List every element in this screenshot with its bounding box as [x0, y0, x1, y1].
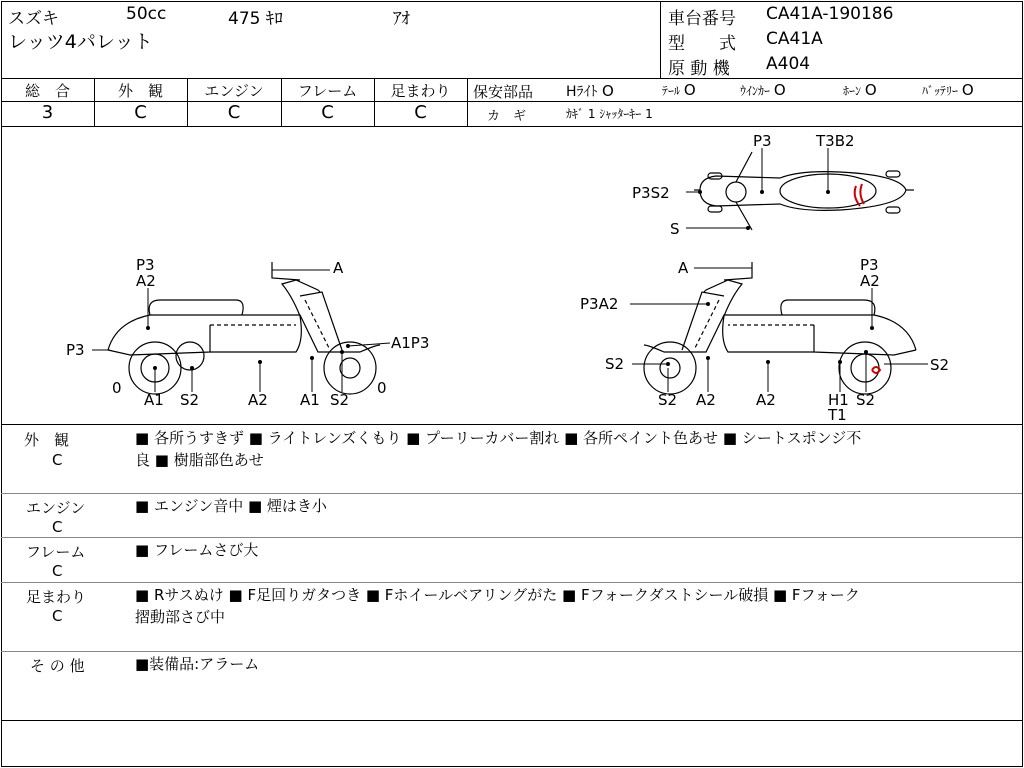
exterior-grade: C: [134, 102, 147, 123]
diagram-label: S: [670, 220, 680, 238]
notes-suspension-line: 摺動部さび中: [135, 608, 226, 626]
notes-engine-grade: C: [52, 518, 63, 536]
diagram-label: T1: [828, 406, 847, 424]
model-name: レッツ4パレット: [8, 31, 153, 53]
maker-name: スズキ: [8, 9, 59, 29]
check-mark: O: [961, 81, 974, 99]
safety-item-label: ﾎｰﾝ: [843, 84, 862, 98]
engine-model-label: 原 動 機: [668, 59, 730, 79]
diagram-bottom-rule: [1, 424, 1022, 425]
check-mark: O: [683, 81, 696, 99]
notes-other-line: ■装備品:アラーム: [135, 655, 260, 673]
key-label: カ ギ: [487, 109, 527, 124]
damage-diagram: [0, 126, 1024, 424]
diagram-label: 0: [377, 379, 387, 397]
diagram-label: P3: [753, 132, 772, 150]
notes-suspension-label: 足まわり: [26, 588, 87, 606]
diagram-label: S2: [658, 391, 678, 409]
diagram-label: A2: [136, 272, 156, 290]
type-value: CA41A: [766, 29, 823, 49]
diagram-label: P3: [136, 256, 155, 274]
diagram-label: A2: [756, 391, 776, 409]
mileage: 475 ｷﾛ: [228, 9, 283, 29]
notes-divider: [1, 537, 1022, 538]
diagram-label: S2: [330, 391, 350, 409]
safety-item-label: ｳｲﾝｶｰ: [740, 84, 771, 98]
notes-frame-line: ■ フレームさび大: [135, 541, 259, 559]
safety-parts-label: 保安部品: [473, 83, 534, 101]
diagram-label: S2: [180, 391, 200, 409]
diagram-label: P3A2: [580, 295, 619, 313]
notes-suspension-grade: C: [52, 607, 63, 625]
header-bottom-rule: [1, 78, 1022, 79]
notes-engine-line: ■ エンジン音中 ■ 煙はき小: [135, 497, 327, 515]
check-mark: O: [601, 82, 614, 100]
leader-lines: [92, 148, 928, 392]
notes-divider: [1, 582, 1022, 583]
frame-grade: C: [321, 102, 334, 123]
overall-value: 3: [41, 102, 54, 123]
safety-item-label: ﾃｰﾙ: [662, 84, 681, 98]
notes-suspension-line: ■ Rサスぬけ ■ F足回りガタつき ■ Fホイールベアリングがた ■ Fフォークダストシール破損 ■ Fフォーク: [135, 586, 860, 604]
safety-item: [662, 81, 696, 99]
check-mark: O: [864, 81, 877, 99]
frame-number-value: CA41A-190186: [766, 4, 894, 24]
engine-label: エンジン: [204, 82, 264, 100]
engine-grade: C: [227, 102, 241, 123]
frame-label: フレーム: [297, 82, 358, 100]
exterior-label: 外 観: [117, 82, 163, 100]
safety-mid-rule: [467, 101, 1022, 102]
diagram-label: A1P3: [391, 334, 430, 352]
overall-label: 総 合: [24, 82, 70, 100]
notes-exterior-line: 良 ■ 樹脂部色あせ: [135, 451, 264, 469]
diagram-label: A: [333, 259, 344, 277]
notes-other-label: そ の 他: [30, 657, 85, 675]
suspension-grade: C: [414, 102, 427, 123]
diagram-label: A: [678, 259, 689, 277]
safety-item-label: Hﾗｲﾄ: [566, 84, 598, 100]
displacement: 50cc: [126, 4, 167, 24]
safety-item: [740, 81, 786, 99]
diagram-label: S2: [605, 355, 625, 373]
key-value: ｶｷﾞ 1 ｼｬｯﾀｰｷｰ 1: [566, 107, 653, 121]
diagram-label: A2: [696, 391, 716, 409]
suspension-label: 足まわり: [390, 82, 451, 100]
diagram-label: P3S2: [632, 184, 670, 202]
diagram-label: S2: [856, 391, 876, 409]
notes-engine-label: エンジン: [26, 499, 86, 517]
diagram-label: P3: [860, 256, 879, 274]
diagram-label: S2: [930, 356, 950, 374]
safety-item: [566, 81, 614, 101]
engine-model-value: A404: [766, 54, 811, 74]
safety-item: [922, 81, 974, 99]
notes-exterior-label: 外 観: [24, 431, 70, 449]
diagram-label: A1: [144, 391, 164, 409]
notes-exterior-line: ■ 各所うすきず ■ ライトレンズくもり ■ プーリーカバー割れ ■ 各所ペイント色あせ ■ シートスポンジ不: [135, 429, 862, 447]
check-mark: O: [773, 81, 786, 99]
notes-exterior-grade: C: [52, 451, 63, 469]
notes-divider: [1, 493, 1022, 494]
diagram-label: A1: [300, 391, 320, 409]
header-divider: [660, 1, 661, 79]
notes-divider: [1, 651, 1022, 652]
diagram-label: T3B2: [816, 132, 855, 150]
diagram-label: 0: [112, 379, 122, 397]
diagram-label: P3: [66, 341, 85, 359]
notes-frame-grade: C: [52, 562, 63, 580]
body-color: ｱｵ: [393, 9, 410, 29]
notes-bottom-rule: [1, 720, 1022, 721]
grade-divider: [467, 78, 468, 126]
diagram-label: H1: [828, 391, 849, 409]
scooter-top-view: [694, 152, 914, 230]
safety-item-label: ﾊﾞｯﾃﾘｰ: [922, 84, 959, 98]
notes-frame-label: フレーム: [26, 543, 86, 561]
type-label: 型 式: [668, 34, 736, 54]
diagram-label: A2: [860, 272, 880, 290]
safety-item: [843, 81, 877, 99]
damage-dots: [146, 190, 874, 370]
diagram-label: A2: [248, 391, 268, 409]
frame-number-label: 車台番号: [668, 9, 736, 29]
